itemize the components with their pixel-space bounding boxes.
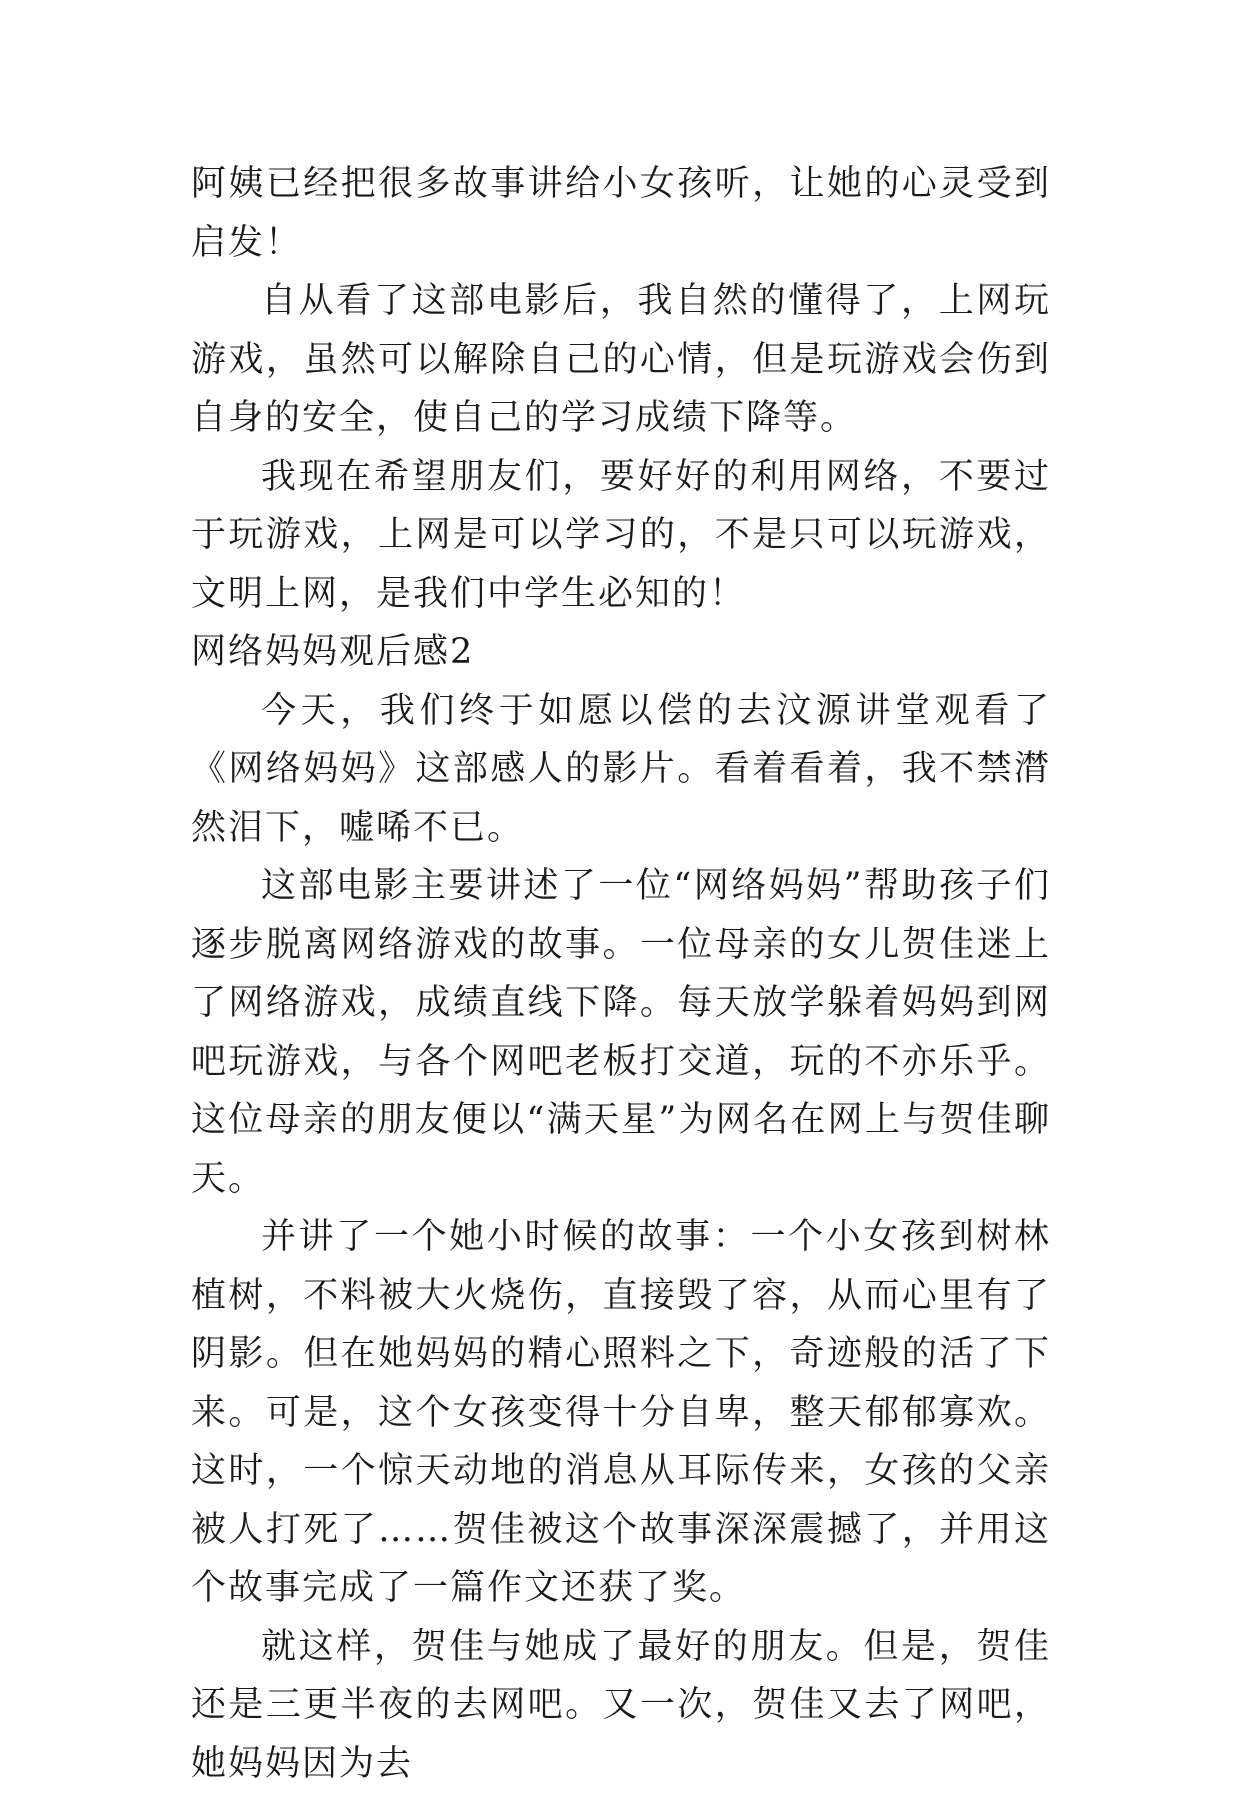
document-body	[191, 155, 1051, 1793]
section-heading: 网络妈妈观后感2	[191, 623, 1051, 682]
paragraph-movie-summary: 这部电影主要讲述了一位“网络妈妈”帮助孩子们逐步脱离网络游戏的故事。一位母亲的女儿贺佳迷上了网络游戏，成绩直线下降。每天放学躲着妈妈到网吧玩游戏，与各个网吧老板打交道，玩的不亦乐乎。这位母亲的朋友便以“满天星”为网名在网上与贺佳聊天。	[191, 857, 1051, 1208]
paragraph-story: 并讲了一个她小时候的故事：一个小女孩到树林植树，不料被大火烧伤，直接毁了容，从而心里有了阴影。但在她妈妈的精心照料之下，奇迹般的活了下来。可是，这个女孩变得十分自卑，整天郁郁寡欢。这时，一个惊天动地的消息从耳际传来，女孩的父亲被人打死了……贺佳被这个故事深深震撼了，并用这个故事完成了一篇作文还获了奖。	[191, 1208, 1051, 1618]
paragraph-friends: 就这样，贺佳与她成了最好的朋友。但是，贺佳还是三更半夜的去网吧。又一次，贺佳又去了网吧，她妈妈因为去	[191, 1618, 1051, 1793]
paragraph-hope-friends: 我现在希望朋友们，要好好的利用网络，不要过于玩游戏，上网是可以学习的，不是只可以玩游戏，文明上网，是我们中学生必知的！	[191, 448, 1051, 624]
paragraph-today: 今天，我们终于如愿以偿的去汶源讲堂观看了《网络妈妈》这部感人的影片。看着看着，我不禁潸然泪下，嘘唏不已。	[191, 682, 1051, 858]
paragraph-after-movie: 自从看了这部电影后，我自然的懂得了，上网玩游戏，虽然可以解除自己的心情，但是玩游戏会伤到自身的安全，使自己的学习成绩下降等。	[191, 272, 1051, 448]
paragraph-continuation: 阿姨已经把很多故事讲给小女孩听，让她的心灵受到启发！	[191, 155, 1051, 272]
